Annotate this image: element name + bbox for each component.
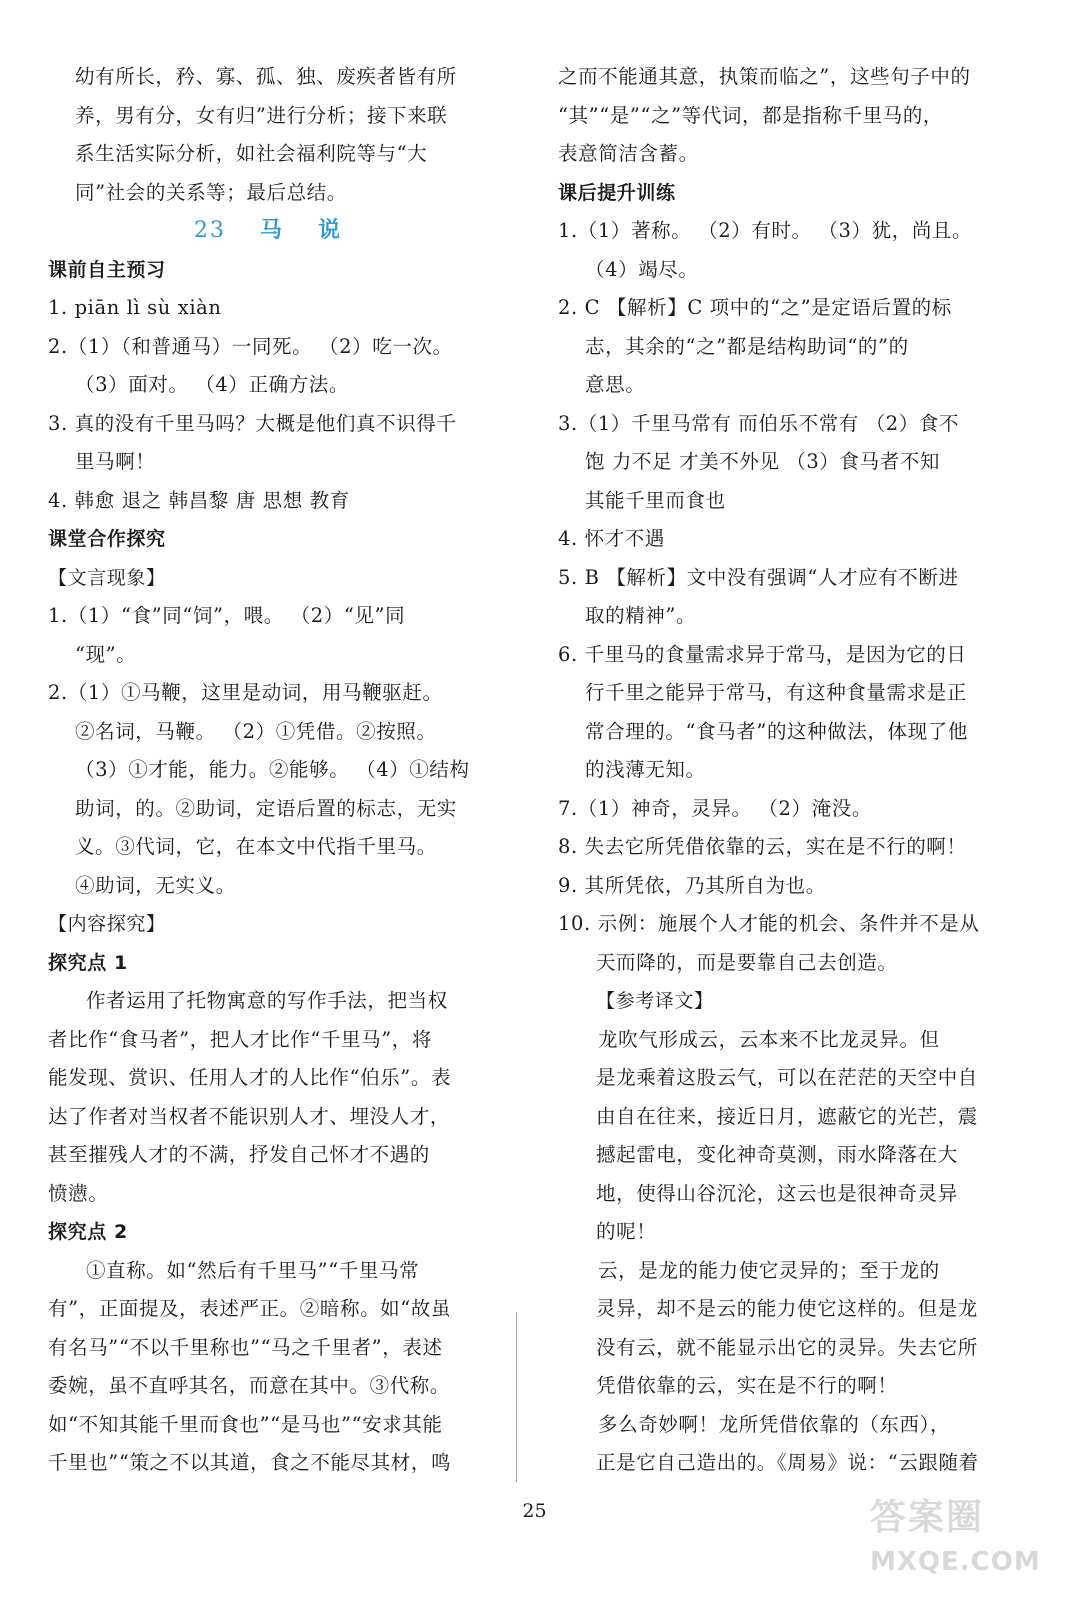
text-line: 天而降的，而是要靠自己去创造。 xyxy=(596,950,898,974)
text-line: ②名词，马鞭。 （2）①凭借。②按照。 xyxy=(75,719,437,743)
text-line: “现”。 xyxy=(75,642,137,666)
text-line: 常合理的。“食马者”的这种做法，体现了他 xyxy=(585,719,968,743)
text-line: 9. 其所凭依，乃其所自为也。 xyxy=(558,873,826,897)
text-line: 地，使得山谷沉沦，这云也是很神奇灵异 xyxy=(596,1181,958,1205)
section-heading: 【参考译文】 xyxy=(596,990,714,1012)
text-line: “其”“是”“之”等代词，都是指称千里马的， xyxy=(558,103,944,127)
text-line: （3）面对。 （4）正确方法。 xyxy=(75,373,350,396)
text-line: 的呢！ xyxy=(596,1220,657,1243)
text-line: 达了作者对当权者不能识别人才、埋没人才， xyxy=(48,1104,451,1128)
section-heading: 课前自主预习 xyxy=(48,258,166,281)
text-line: 者比作“食马者”，把人才比作“千里马”，将 xyxy=(48,1027,432,1051)
text-line: 如“不知其能千里而食也”“是马也”“安求其能 xyxy=(48,1412,443,1436)
text-line: 幼有所长，矜、寡、孤、独、废疾者皆有所 xyxy=(75,65,457,88)
section-heading: 【内容探究】 xyxy=(48,913,166,935)
column-divider xyxy=(516,1312,517,1482)
section-heading: 探究点 2 xyxy=(48,1221,128,1243)
text-line: 取的精神”。 xyxy=(585,604,697,627)
lesson-title-char: 说 xyxy=(318,218,343,243)
text-line: 有”，正面提及，表述严正。②暗称。如“故虽 xyxy=(48,1297,452,1320)
text-line: 1. piān lì sù xiàn xyxy=(48,296,222,319)
text-line: 正是它自己造出的。《周易》说：“云跟随着 xyxy=(596,1451,979,1474)
text-line: 4. 韩愈 退之 韩昌黎 唐 思想 教育 xyxy=(48,488,350,512)
section-heading: 探究点 1 xyxy=(48,951,128,974)
text-line: 义。③代词，它，在本文中代指千里马。 xyxy=(75,835,437,858)
watermark-text: 答案圈 xyxy=(870,1497,985,1538)
text-line: 撼起雷电，变化神奇莫测，雨水降落在大 xyxy=(596,1143,958,1166)
text-line: 助词，的。②助词，定语后置的标志，无实 xyxy=(75,796,457,820)
text-line: 志，其余的“之”都是结构助词“的”的 xyxy=(585,334,909,358)
text-line: 灵异，却不是云的能力使它这样的。但是龙 xyxy=(596,1297,978,1320)
text-line: 由自在往来，接近日月，遮蔽它的光芒，震 xyxy=(596,1104,978,1128)
lesson-title-char: 马 xyxy=(259,218,284,243)
text-line: 愤懑。 xyxy=(48,1181,109,1205)
text-line: 甚至摧残人才的不满，抒发自己怀才不遇的 xyxy=(48,1143,430,1166)
text-line: 云，是龙的能力使它灵异的；至于龙的 xyxy=(598,1258,940,1282)
text-line: 3. 真的没有千里马吗？大概是他们真不识得千 xyxy=(48,411,457,435)
text-line: 多么奇妙啊！龙所凭借依靠的（东西）， xyxy=(598,1412,951,1436)
left-column xyxy=(48,58,488,1483)
text-line: 5. B 【解析】文中没有强调“人才应有不断进 xyxy=(558,565,959,589)
page-number: 25 xyxy=(522,1500,547,1522)
text-line: 6. 千里马的食量需求异于常马，是因为它的日 xyxy=(558,642,967,666)
text-line: 4. 怀才不遇 xyxy=(558,527,666,550)
text-line: 2.（1）（和普通马）一同死。 （2）吃一次。 xyxy=(48,334,453,358)
lesson-number: 23 xyxy=(193,218,226,243)
text-line: 有名马”“不以千里称也”“马之千里者”，表述 xyxy=(48,1335,443,1359)
text-line: （4）竭尽。 xyxy=(585,257,699,281)
text-line: 饱 力不足 才美不外见 （3）食马者不知 xyxy=(585,450,941,473)
right-column xyxy=(558,58,1006,1483)
text-line: 行千里之能异于常马，有这种食量需求是正 xyxy=(585,681,967,704)
text-line: 龙吹气形成云，云本来不比龙灵异。但 xyxy=(598,1027,940,1051)
watermark-url: MXQE.COM xyxy=(870,1547,1041,1577)
section-heading: 课堂合作探究 xyxy=(48,528,166,550)
text-line: （3）①才能，能力。②能够。 （4）①结构 xyxy=(75,758,470,781)
text-line: 10. 示例：施展个人才能的机会、条件并不是从 xyxy=(558,912,980,935)
section-heading: 【文言现象】 xyxy=(48,566,166,589)
section-heading: 课后提升训练 xyxy=(558,181,676,204)
text-line: 其能千里而食也 xyxy=(585,488,726,512)
text-line: 1.（1）著称。 （2）有时。 （3）犹，尚且。 xyxy=(558,219,973,242)
text-line: 是龙乘着这股云气，可以在茫茫的天空中自 xyxy=(596,1066,978,1089)
watermark-logo xyxy=(870,1490,1060,1590)
text-line: 养，男有分，女有归”进行分析；接下来联 xyxy=(75,103,448,127)
text-line: 7.（1）神奇，灵异。 （2）淹没。 xyxy=(558,796,872,820)
text-line: 同”社会的关系等；最后总结。 xyxy=(75,180,347,204)
text-line: 之而不能通其意，执策而临之”，这些句子中的 xyxy=(558,65,971,88)
text-line: 千里也”“策之不以其道，食之不能尽其材，鸣 xyxy=(48,1451,452,1474)
text-line: 的浅薄无知。 xyxy=(585,758,706,781)
text-line: 系生活实际分析，如社会福利院等与“大 xyxy=(75,142,428,165)
text-line: ④助词，无实义。 xyxy=(75,873,236,897)
text-line: 里马啊！ xyxy=(75,450,156,473)
text-line: 委婉，虽不直呼其名，而意在其中。③代称。 xyxy=(48,1374,451,1397)
text-line: 作者运用了托物寓意的写作手法，把当权 xyxy=(86,989,448,1012)
text-line: 2.（1）①马鞭，这里是动词，用马鞭驱赶。 xyxy=(48,681,443,704)
text-line: 8. 失去它所凭借依靠的云，实在是不行的啊！ xyxy=(558,835,967,858)
lesson-title xyxy=(48,212,488,251)
text-line: 凭借依靠的云，实在是不行的啊！ xyxy=(596,1374,898,1397)
text-line: 1.（1）“食”同“饲”，喂。 （2）“见”同 xyxy=(48,604,406,627)
text-line: 2. C 【解析】C 项中的“之”是定语后置的标 xyxy=(558,296,952,319)
text-line: 没有云，就不能显示出它的灵异。失去它所 xyxy=(596,1335,978,1359)
text-line: 表意简洁含蓄。 xyxy=(558,142,699,165)
text-line: 3.（1）千里马常有 而伯乐不常有 （2）食不 xyxy=(558,411,960,435)
text-line: 意思。 xyxy=(585,373,646,396)
text-line: 能发现、赏识、任用人才的人比作“伯乐”。表 xyxy=(48,1066,452,1089)
text-line: ①直称。如“然后有千里马”“千里马常 xyxy=(86,1258,420,1282)
